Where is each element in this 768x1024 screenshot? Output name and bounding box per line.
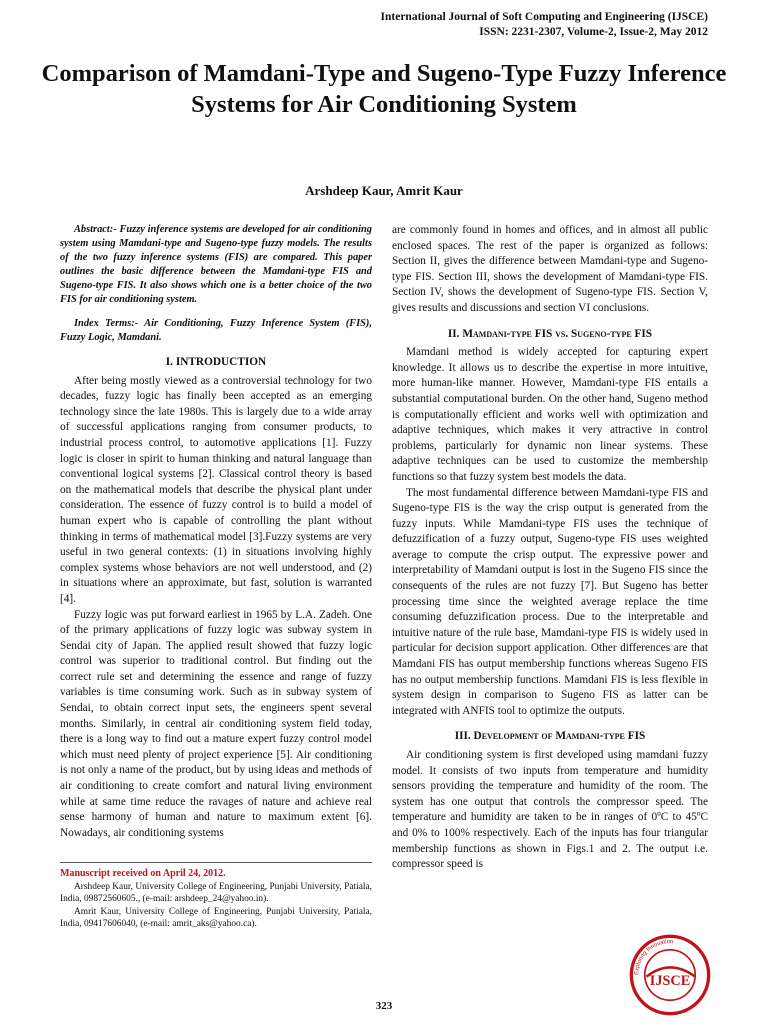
footnote-divider xyxy=(60,862,372,863)
paper-authors: Arshdeep Kaur, Amrit Kaur xyxy=(305,183,463,198)
index-terms: Index Terms:- Air Conditioning, Fuzzy Inference System (FIS), Fuzzy Logic, Mamdani. xyxy=(60,318,372,343)
manuscript-received: Manuscript received on April 24, 2012. xyxy=(60,868,226,879)
section-heading-development-mamdani: III. Development of Mamdani-type FIS xyxy=(454,730,646,743)
abstract: Abstract:- Fuzzy inference systems are developed for air conditioning system using Mamdani-type and Sugeno-type fuzzy models. The results of the two fuzzy inference systems (FIS) are compared. This paper outlines the basic difference between the Mamdani-type FIS and Sugeno-type FIS. It also shows which one is a better choice of the two FIS for air conditioning system. xyxy=(60,224,372,305)
ijsce-logo-icon xyxy=(628,933,712,1017)
section3-paragraph-1: Air conditioning system is first developed using mamdani fuzzy model. It consists of two inputs from temperature and humidity sensors providing the temperature and humidity of the room. The system has one output that controls the compressor speed. The temperature and humidity are taken to be in ranges of 0ºC to 45ºC and 0% to 100% respectively. Each of the inputs has four triangular membership functions as shown in Figs.1 and 2. The output i.e. compressor speed is xyxy=(392,749,708,871)
section2-paragraph-2: The most fundamental difference between Mamdani-type FIS and Sugeno-type FIS is the way the crisp output is generated from the fuzzy inputs. While Mamdani-type FIS uses the technique of defuzzification of a fuzzy output, Sugeno-type FIS uses weighted average to compute the crisp output. The expressive power and interpretability of Mamdani output is lost in the Sugeno FIS since the consequents of the rules are not fuzzy [7]. But Sugeno has better processing time since the weighted average replace the time consuming defuzzification process. Due to the interpretable and intuitive nature of the rule base, Mamdani-type FIS is widely used in particular for decision support application. Other differences are that Mamdani FIS has output membership functions whereas Sugeno FIS has no output membership functions. Mamdani FIS is less flexible in system design in comparison to Sugeno FIS as latter can be integrated with ANFIS tool to optimize the outputs. xyxy=(392,486,708,717)
left-column xyxy=(60,223,372,841)
paper-title: Comparison of Mamdani-Type and Sugeno-Type Fuzzy Inference Systems for Air Conditioning System xyxy=(41,60,727,118)
section-heading-introduction: I. INTRODUCTION xyxy=(165,356,267,368)
logo-ring-text: Exploring Innovation xyxy=(634,939,674,976)
journal-header xyxy=(381,10,708,40)
intro-paragraph-continued: are commonly found in homes and offices, and in almost all public enclosed spaces. The rest of the paper is organized as follows: Section II, gives the difference between Mamdani-type and Sugeno-type FIS. Section III, shows the development of Mamdani-type FIS. Section IV, shows the development of Sugeno-type FIS. Section V, gives results and discussions and section VI conclusions. xyxy=(392,224,708,314)
intro-paragraph-2: Fuzzy logic was put forward earliest in 1965 by L.A. Zadeh. One of the primary applications of fuzzy logic was subway system in Sendai city of Japan. The applied result showed that fuzzy logic control was superior to traditional control. But finding out the correct rule set and determining the essence and range of fuzzy variables is time consuming work. Such as in subway system of Sendai, to obtain correct input sets, the engineers spent several months. Similarly, in central air conditioning system field today, there is a long way to find out a mature expert fuzzy control model which must need plenty of project experience [5]. Air conditioning is not only a name of the product, but by using ideas and methods of air conditioning to create comfort and natural living environment while at same time reduce the ravages of nature and achieve real sense harmony of human and nature to maximum extent [6]. Nowadays, air conditioning systems xyxy=(60,608,372,839)
section2-paragraph-1: Mamdani method is widely accepted for capturing expert knowledge. It allows us to describe the expertise in more intuitive, more human-like manner. However, Mamdani-type FIS entails a substantial computational burden. On the other hand, Sugeno method is computationally efficient and works well with optimization and adaptive techniques, which makes it very attractive in control problems, particularly for dynamic non linear systems. These adaptive techniques can be used to customize the membership functions so that fuzzy system best models the data. xyxy=(392,346,708,483)
footnote-author-1: Arshdeep Kaur, University College of Engineering, Punjabi University, Patiala, India, 09872560605., (e-mail: arshdeep_24@yahoo.in). xyxy=(60,882,372,905)
footnote-author-2: Amrit Kaur, University College of Engineering, Punjabi University, Patiala, India, 09417606040, (e-mail: amrit_aks@yahoo.ca). xyxy=(60,906,372,929)
section-heading-mamdani-vs-sugeno: II. Mamdani-type FIS vs. Sugeno-type FIS xyxy=(447,327,653,340)
logo-text: IJSCE xyxy=(649,973,691,990)
journal-issn: ISSN: 2231-2307, Volume-2, Issue-2, May 2012 xyxy=(479,26,708,38)
right-column xyxy=(392,223,708,873)
footnote xyxy=(60,868,372,930)
intro-paragraph-1: After being mostly viewed as a controversial technology for two decades, fuzzy logic has finally been accepted as an emerging technology since the late 1980s. This is largely due to a wide array of successful applications ranging from consumer products, to industrial process control, to automotive applications [1]. Fuzzy logic is closer in spirit to human thinking and natural language than conventional logical systems [2]. Classical control theory is based on the mathematical models that describe the physical plant under consideration. The essence of fuzzy control is to build a model of human expert who is capable of controlling the plant without thinking in terms of mathematical model [3].Fuzzy systems are very useful in two general contexts: (1) in situations involving highly complex systems whose behaviors are not well understood, and (2) in situations where an approximate, but fast, solution is warranted [4]. xyxy=(60,374,372,605)
page-number: 323 xyxy=(375,1000,393,1012)
journal-name: International Journal of Soft Computing and Engineering (IJSCE) xyxy=(380,11,708,23)
